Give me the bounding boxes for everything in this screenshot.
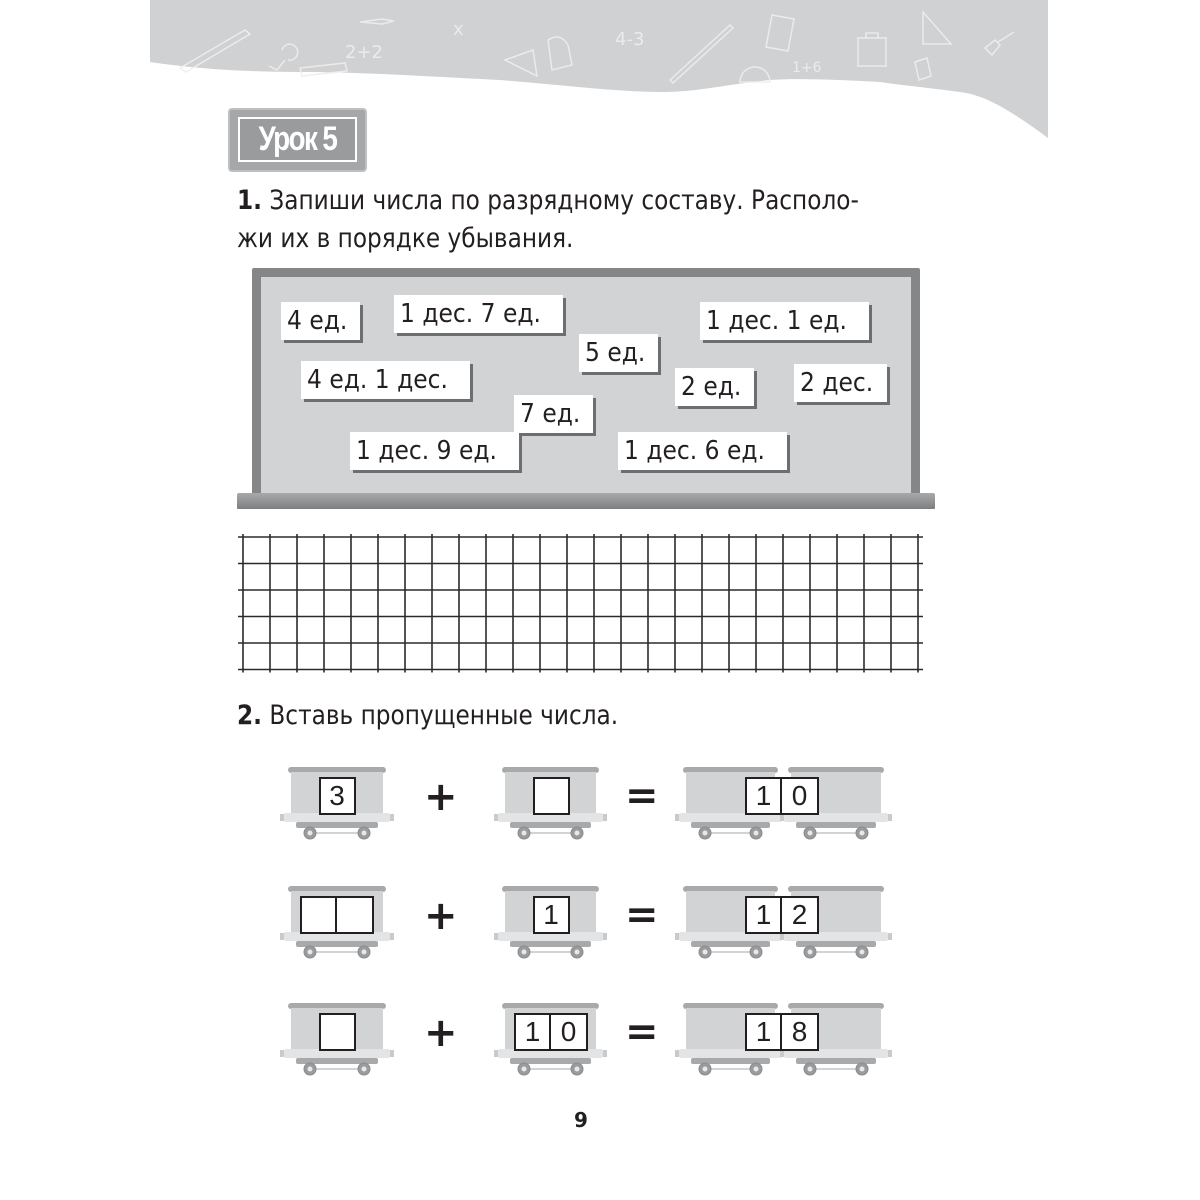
wagon-bumper-right	[603, 1050, 607, 1057]
wagon-wheel-hub	[575, 831, 580, 836]
number-card: 5 ед.	[579, 334, 658, 372]
wagon-wheel-hub	[575, 1067, 580, 1072]
sum-digit-box: 1	[745, 1013, 782, 1051]
task2-text: Вставь пропущенные числа.	[269, 700, 619, 731]
sum-digit-box: 1	[745, 896, 782, 934]
wagon-bumper-right	[888, 1050, 892, 1057]
wagon-wheel-hub	[362, 831, 367, 836]
plus-sign: +	[424, 774, 458, 820]
sum-digit-box: 0	[780, 777, 819, 815]
wagon-bumper-left	[780, 814, 784, 821]
wagon-wheel-hub	[703, 831, 708, 836]
wagon-bumper-left	[280, 1050, 284, 1057]
wagon-wheel-hub	[522, 950, 527, 955]
addend-b-digit-box: 1	[533, 896, 570, 934]
wagon-wheel-hub	[362, 950, 367, 955]
number-card: 1 дес. 1 ед.	[700, 302, 869, 340]
wagon-wheel-hub	[808, 1067, 813, 1072]
wagon-wheel-hub	[860, 950, 865, 955]
wagon-wheel-hub	[522, 1067, 527, 1072]
chalkboard-face	[261, 277, 911, 496]
number-card: 2 ед.	[675, 368, 754, 406]
number-card: 4 ед.	[281, 302, 360, 340]
task1-number: 1.	[237, 185, 262, 216]
addend-a-digit-box: 3	[319, 777, 356, 815]
task1-text-line1: Запиши числа по разрядному составу. Располо-	[269, 185, 859, 216]
wagon-bumper-left	[280, 933, 284, 940]
badge-inner	[238, 117, 357, 162]
wagon-bumper-left	[280, 814, 284, 821]
page-number: 9	[574, 1108, 588, 1132]
wagon-bumper-left	[494, 814, 498, 821]
equals-sign: =	[625, 773, 659, 819]
wagon-wheel-hub	[808, 831, 813, 836]
wagon-bumper-right	[603, 933, 607, 940]
plus-sign: +	[424, 1010, 458, 1056]
task1-line1	[237, 182, 859, 220]
number-card: 1 дес. 6 ед.	[618, 432, 787, 470]
sum-digit-box: 2	[780, 896, 819, 934]
wagon-bumper-right	[603, 814, 607, 821]
number-card: 7 ед.	[514, 395, 593, 433]
wagon-bumper-right	[390, 933, 394, 940]
equals-sign: =	[625, 892, 659, 938]
lesson-title: Урок 5	[258, 120, 337, 158]
wagon-bumper-right	[888, 814, 892, 821]
wagon-bumper-left	[780, 933, 784, 940]
wagon-wheel-hub	[308, 1067, 313, 1072]
wagon-bumper-left	[675, 933, 679, 940]
doodle-4minus3: 4-3	[615, 29, 645, 50]
wagon-bumper-right	[888, 933, 892, 940]
equals-sign: =	[625, 1009, 659, 1055]
number-card: 4 ед. 1 дес.	[301, 361, 470, 399]
wagon-wheel-hub	[808, 950, 813, 955]
number-card: 2 дес.	[794, 364, 887, 402]
wagon-bumper-right	[390, 814, 394, 821]
wagon-wheel-hub	[522, 831, 527, 836]
wagon-bumper-right	[390, 1050, 394, 1057]
task2-heading	[237, 697, 618, 735]
wagon-wheel-hub	[703, 950, 708, 955]
addend-a-empty-box[interactable]	[319, 1013, 356, 1051]
wagon-wheel-hub	[703, 1067, 708, 1072]
number-card: 1 дес. 9 ед.	[350, 432, 519, 470]
header-decoration	[0, 0, 1200, 160]
wagon-bumper-left	[675, 814, 679, 821]
addend-b-empty-box[interactable]	[533, 777, 570, 815]
addend-b-digit-box: 1	[514, 1013, 551, 1051]
doodle-1plus6: 1+6	[792, 60, 822, 76]
chalkboard	[252, 268, 920, 496]
wagon-wheel-hub	[308, 950, 313, 955]
wagon-bumper-left	[494, 1050, 498, 1057]
wagon-wheel-hub	[754, 831, 759, 836]
addend-a-empty-box[interactable]	[300, 896, 337, 934]
wagon-bumper-left	[675, 1050, 679, 1057]
wagon-bumper-left	[494, 933, 498, 940]
wagon-wheel-hub	[754, 1067, 759, 1072]
task1-text-line2: жи их в порядке убывания.	[237, 223, 574, 254]
task1-line2	[237, 220, 573, 258]
doodle-2plus2: 2+2	[345, 42, 383, 63]
task2-number: 2.	[237, 700, 262, 731]
addend-b-digit-box: 0	[549, 1013, 588, 1051]
chalkboard-ledge	[237, 493, 935, 509]
wagon-wheel-hub	[860, 1067, 865, 1072]
wagon-wheel-hub	[860, 831, 865, 836]
lesson-badge	[230, 110, 365, 170]
wagon-bumper-left	[780, 1050, 784, 1057]
doodle-x: x	[453, 19, 464, 40]
plus-sign: +	[424, 893, 458, 939]
wagon-wheel-hub	[308, 831, 313, 836]
addend-a-empty-box[interactable]	[335, 896, 374, 934]
answer-grid[interactable]	[238, 534, 926, 674]
wagon-wheel-hub	[575, 950, 580, 955]
sum-digit-box: 1	[745, 777, 782, 815]
number-card: 1 дес. 7 ед.	[394, 295, 563, 333]
wagon-wheel-hub	[362, 1067, 367, 1072]
wagon-wheel-hub	[754, 950, 759, 955]
sum-digit-box: 8	[780, 1013, 819, 1051]
